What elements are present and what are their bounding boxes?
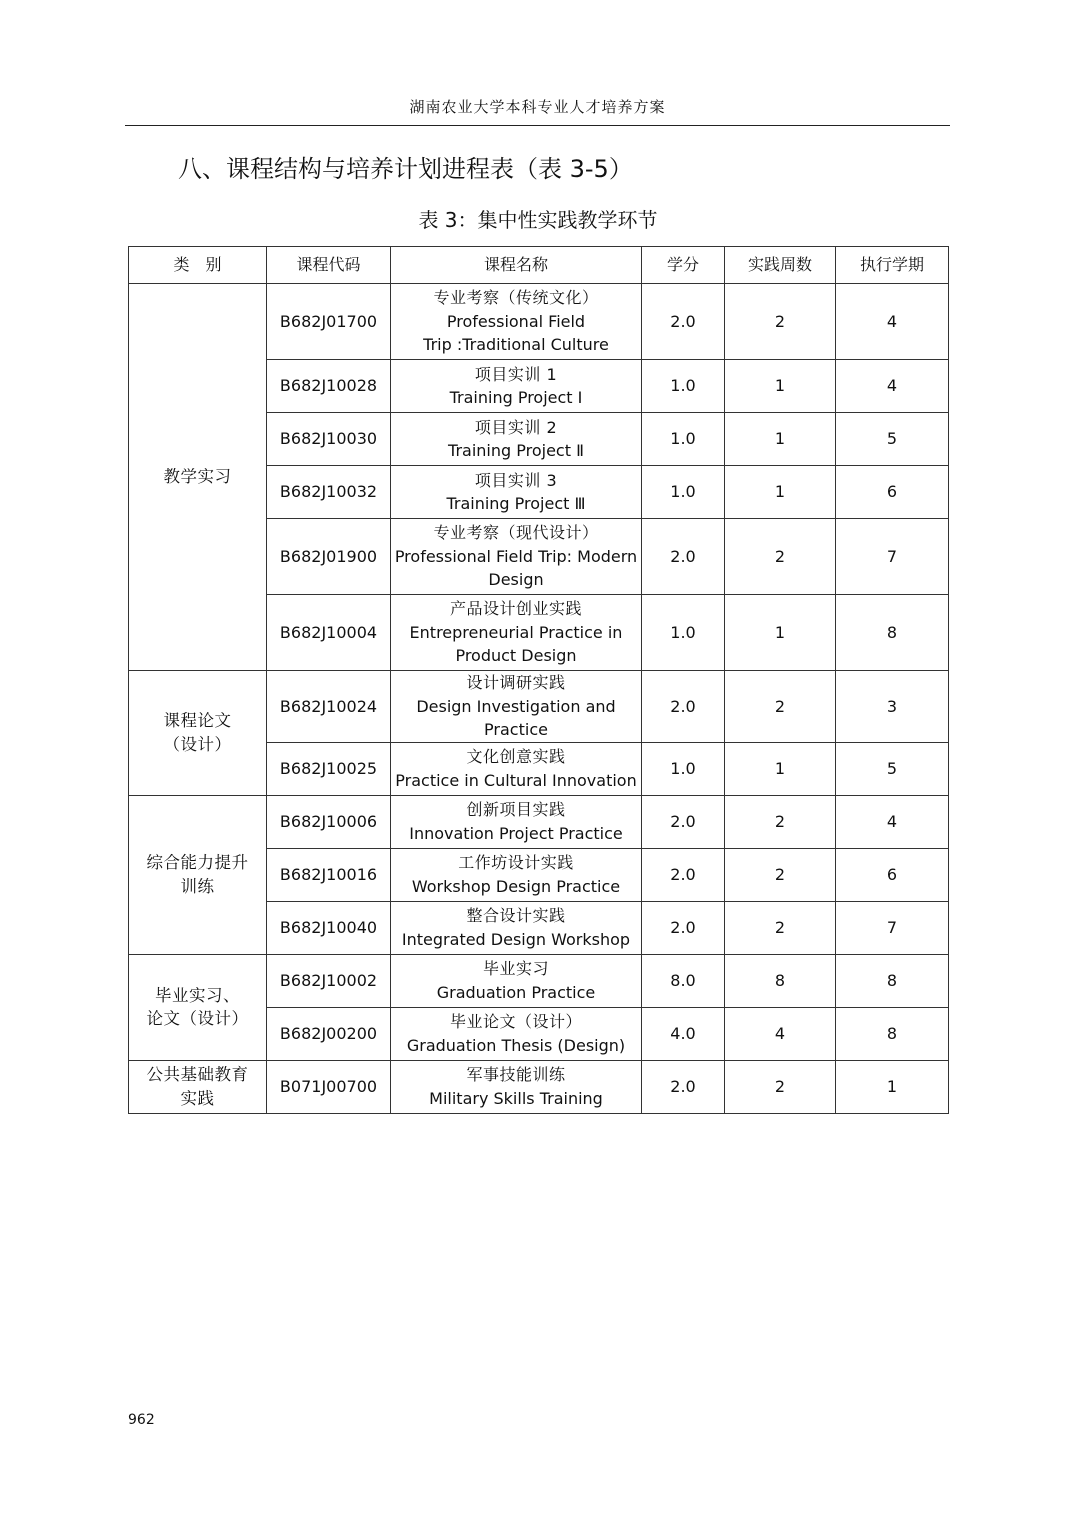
table-row [129,671,949,743]
weeks-value: 2 [725,519,836,595]
credit-value: 2.0 [642,795,725,848]
category-name-line2: 论文（设计） [146,1009,249,1028]
course-name-en: Graduation Thesis (Design) [406,1035,626,1055]
category-name-line2: 实践 [180,1088,215,1108]
semester-value: 4 [836,360,949,413]
semester-value: 7 [836,519,949,595]
credit-value: 1.0 [642,360,725,413]
credit-value: 2.0 [642,1060,725,1113]
course-code: B682J10016 [267,848,391,901]
category-cell [129,284,267,671]
table-row [129,954,949,1007]
column-header-name: 课程名称 [391,247,642,284]
weeks-value: 2 [725,901,836,954]
course-name [391,1060,642,1113]
weeks-value: 8 [725,954,836,1007]
course-name [391,360,642,413]
weeks-value: 2 [725,848,836,901]
course-name-en-line2: Product Design [455,646,577,666]
category-cell [129,671,267,796]
credit-value: 2.0 [642,284,725,360]
course-name-zh: 文化创意实践 [466,747,566,766]
course-name-en: Innovation Project Practice [409,823,623,843]
running-header: 湖南农业大学本科专业人才培养方案 [409,98,666,116]
credit-value: 2.0 [642,848,725,901]
semester-value: 5 [836,413,949,466]
category-cell [129,954,267,1060]
semester-value: 5 [836,742,949,795]
course-name [391,284,642,360]
course-name-en: Design Investigation and Practice [416,696,616,739]
column-header-weeks: 实践周数 [725,247,836,284]
course-name-en: Training Project Ⅲ [446,494,586,513]
course-name-en: Entrepreneurial Practice in [409,622,623,642]
category-name: 教学实习 [163,467,232,487]
semester-value: 8 [836,595,949,671]
course-name-en: Training Project Ⅰ [449,388,583,407]
practice-table [128,246,949,1114]
course-name-en: Professional Field [446,311,586,331]
section-heading: 八、课程结构与培养计划进程表（表 3-5） [178,155,633,183]
category-name: 毕业实习、 [155,985,240,1005]
credit-value: 2.0 [642,901,725,954]
credit-value: 1.0 [642,742,725,795]
category-name: 公共基础教育 [146,1065,249,1084]
course-name [391,519,642,595]
course-name-zh: 整合设计实践 [466,906,566,925]
course-name-en: Practice in Cultural Innovation [395,770,637,790]
course-code: B682J00200 [267,1007,391,1060]
course-name [391,671,642,743]
credit-value: 2.0 [642,671,725,743]
semester-value: 6 [836,466,949,519]
course-name-en: Military Skills Training [429,1088,603,1108]
course-name-zh: 专业考察（传统文化） [433,288,599,308]
credit-value: 1.0 [642,413,725,466]
course-code: B682J01900 [267,519,391,595]
table-row [129,284,949,360]
credit-value: 4.0 [642,1007,725,1060]
course-name-zh: 项目实训 1 [474,364,558,384]
course-name-zh: 产品设计创业实践 [449,599,582,619]
weeks-value: 1 [725,742,836,795]
course-name [391,954,642,1007]
course-code: B682J10040 [267,901,391,954]
column-header-credit: 学分 [642,247,725,284]
credit-value: 8.0 [642,954,725,1007]
course-name [391,413,642,466]
course-name [391,848,642,901]
course-name-en: Graduation Practice [436,982,596,1002]
course-name-en: Professional Field Trip: Modern [394,546,638,566]
course-name-en: Training Project Ⅱ [448,441,584,460]
course-name [391,795,642,848]
weeks-value: 4 [725,1007,836,1060]
weeks-value: 2 [725,284,836,360]
course-code: B682J01700 [267,284,391,360]
weeks-value: 2 [725,795,836,848]
table-caption: 表 3：集中性实践教学环节 [418,208,658,232]
semester-value: 6 [836,848,949,901]
course-name-zh: 毕业论文（设计） [449,1012,582,1031]
course-name-zh: 毕业实习 [482,959,549,978]
category-name: 综合能力提升 [146,853,249,872]
course-name [391,466,642,519]
semester-value: 1 [836,1060,949,1113]
course-code: B682J10006 [267,795,391,848]
semester-value: 4 [836,284,949,360]
column-header-semester: 执行学期 [836,247,949,284]
header-rule [125,125,950,126]
course-code: B682J10025 [267,742,391,795]
semester-value: 7 [836,901,949,954]
credit-value: 2.0 [642,519,725,595]
weeks-value: 1 [725,413,836,466]
table-row [129,795,949,848]
course-code: B071J00700 [267,1060,391,1113]
weeks-value: 1 [725,466,836,519]
course-name-en-line2: Trip :Traditional Culture [423,335,609,355]
course-name-zh: 设计调研实践 [466,673,566,692]
credit-value: 1.0 [642,595,725,671]
column-header-category: 类 别 [129,247,267,284]
course-name-zh: 项目实训 3 [474,470,558,490]
semester-value: 3 [836,671,949,743]
course-name-en-line2: Design [488,570,544,590]
semester-value: 4 [836,795,949,848]
course-code: B682J10030 [267,413,391,466]
table-header-row [129,247,949,284]
weeks-value: 1 [725,360,836,413]
course-name-zh: 创新项目实践 [466,800,566,819]
course-name [391,595,642,671]
course-name [391,901,642,954]
category-cell [129,1060,267,1113]
page-number: 962 [128,1412,155,1428]
category-name-line2: （设计） [163,734,232,754]
course-name-zh: 项目实训 2 [474,417,558,437]
column-header-code: 课程代码 [267,247,391,284]
course-name [391,1007,642,1060]
course-name-en: Workshop Design Practice [411,876,621,896]
category-name-line2: 训练 [180,876,215,896]
weeks-value: 2 [725,671,836,743]
course-name-zh: 专业考察（现代设计） [433,523,599,543]
course-name-zh: 军事技能训练 [466,1065,566,1084]
category-cell [129,795,267,954]
credit-value: 1.0 [642,466,725,519]
course-code: B682J10032 [267,466,391,519]
course-name [391,742,642,795]
course-code: B682J10024 [267,671,391,743]
semester-value: 8 [836,1007,949,1060]
table-row [129,1060,949,1113]
semester-value: 8 [836,954,949,1007]
course-code: B682J10004 [267,595,391,671]
course-name-zh: 工作坊设计实践 [458,853,574,872]
course-code: B682J10002 [267,954,391,1007]
weeks-value: 2 [725,1060,836,1113]
course-code: B682J10028 [267,360,391,413]
category-name: 课程论文 [163,711,232,731]
weeks-value: 1 [725,595,836,671]
course-name-en: Integrated Design Workshop [401,929,631,949]
